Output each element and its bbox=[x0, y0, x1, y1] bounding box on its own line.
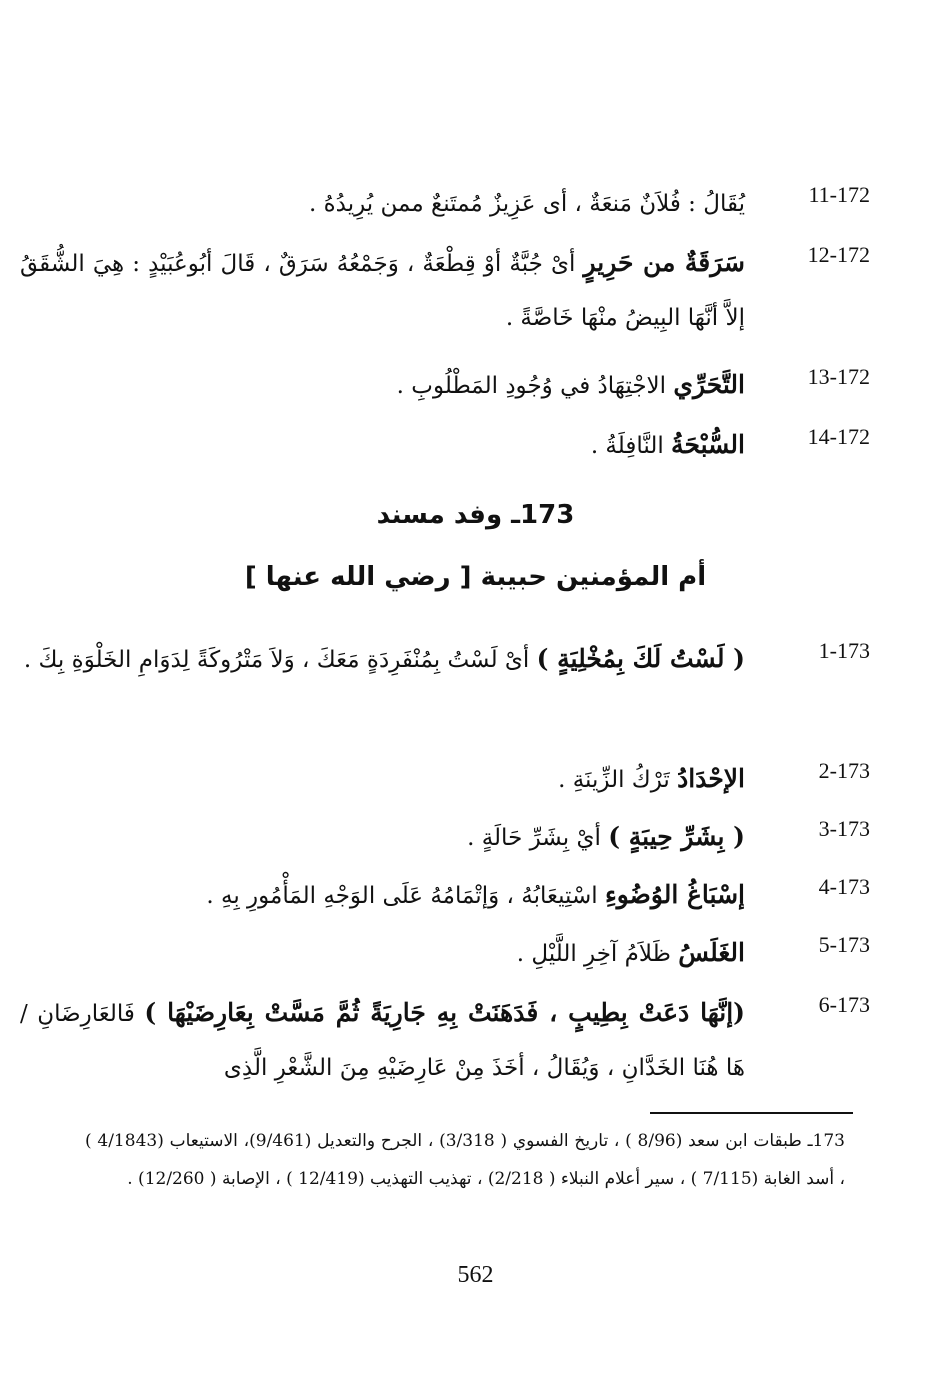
entry-text bbox=[90, 810, 745, 865]
entry-text bbox=[90, 926, 745, 981]
entry-number: 1-173 bbox=[818, 638, 870, 663]
entry-headword: ( لَسْتُ لَكَ بِمُخْلِيَةٍ ) bbox=[536, 644, 745, 673]
entry-text bbox=[90, 176, 745, 231]
entry-number: 2-173 bbox=[818, 758, 870, 783]
entry-text bbox=[20, 236, 745, 345]
entry-text bbox=[90, 358, 745, 413]
entry-text bbox=[90, 418, 745, 473]
entry-text bbox=[20, 986, 745, 1095]
entry-number: 14-172 bbox=[807, 424, 870, 449]
entry-definition: تَرْكُ الزِّينَةِ . bbox=[558, 767, 678, 793]
entry-headword: سَرَقَةٌ من حَرِيرٍ bbox=[583, 248, 745, 277]
entry-headword: الغَلَسُ bbox=[678, 938, 745, 967]
entry-headword: (إنَّهَا دَعَتْ بِطِيبٍ ، فَدَهَنَتْ بِهِ جَارِيَةً ثُمَّ مَسَّتْ بِعَارِضَيْهَا ) bbox=[144, 998, 745, 1027]
entry-number: 11-172 bbox=[808, 182, 870, 207]
entry-text bbox=[20, 632, 745, 687]
entry-definition: فَالعَارِضَانِ / هَا هُنَا الخَدَّانِ ، وَيُقَالُ ، أخَذَ مِنْ عَارِضَيْهِ مِنَ الشَّعْرِ الَّذِى bbox=[20, 1001, 745, 1081]
entry-headword: الإحْدَادُ bbox=[677, 764, 745, 793]
entry-definition: يُقَالُ : فُلاَنٌ مَنعَةٌ ، أى عَزِيزٌ مُمتَنعٌ ممن يُرِيدُهُ . bbox=[308, 191, 745, 217]
entry-definition: أيْ بِشَرِّ حَالَةٍ . bbox=[467, 825, 609, 851]
page-number: 562 bbox=[457, 1262, 494, 1288]
entry-number: 13-172 bbox=[807, 364, 870, 389]
entry-definition: أىْ جُبَّةٌ أوْ قِطْعَةٌ ، وَجَمْعُهُ سَرَقٌ ، قَالَ أبُوعُبَيْدٍ : هِيَ الشُّقَقُ إلاَّ أنَّهَا البِيضُ منْهَا خَاصَّةً . bbox=[20, 251, 745, 331]
entry-text bbox=[90, 868, 745, 923]
entry-definition: أىْ لَسْتُ بِمُنْفَرِدَةٍ مَعَكَ ، وَلاَ مَتْرُوكَةً لِدَوَامِ الخَلْوَةِ بِكَ . bbox=[23, 647, 537, 673]
entry-number: 12-172 bbox=[807, 242, 870, 267]
entry-definition: ظَلاَمُ آخِرِ اللَّيْلِ . bbox=[516, 941, 679, 967]
section-title: 173ـ وفد مسند bbox=[376, 500, 575, 530]
entry-number: 3-173 bbox=[818, 816, 870, 841]
entry-headword: السُّبْحَةُ bbox=[671, 430, 745, 459]
footnote: 173ـ طبقات ابن سعد (8/96 ) ، تاريخ الفسوي ( 3/318) ، الجرح والتعديل (9/461)، الاستيعاب (4/1843 ) ، أسد الغابة (7/115 ) ، سير أعلام النبلاء ( 2/218) ، تهذيب التهذيب (12/419 ) ، الإصابة ( 12/260) . bbox=[85, 1131, 845, 1189]
footnote-separator bbox=[650, 1112, 853, 1114]
entry-text bbox=[90, 752, 745, 807]
section-subtitle: أم المؤمنين حبيبة [ رضي الله عنها ] bbox=[244, 562, 707, 592]
entry-definition: اسْتِيعَابُهُ ، وَإتْمَامُهُ عَلَى الوَجْهِ المَأْمُورِ بِهِ . bbox=[206, 883, 605, 909]
entry-headword: ( بِشَرِّ حِيبَةٍ ) bbox=[608, 822, 745, 851]
entry-number: 4-173 bbox=[818, 874, 870, 899]
entry-headword: إسْبَاغُ الوُضُوءِ bbox=[604, 880, 745, 909]
entry-definition: النَّافِلَةُ . bbox=[590, 433, 672, 459]
entry-headword: التَّحَرِّي bbox=[673, 370, 745, 399]
entry-definition: الاجْتِهَادُ في وُجُودِ المَطْلُوبِ . bbox=[396, 373, 674, 399]
entry-number: 6-173 bbox=[818, 992, 870, 1017]
entry-number: 5-173 bbox=[818, 932, 870, 957]
